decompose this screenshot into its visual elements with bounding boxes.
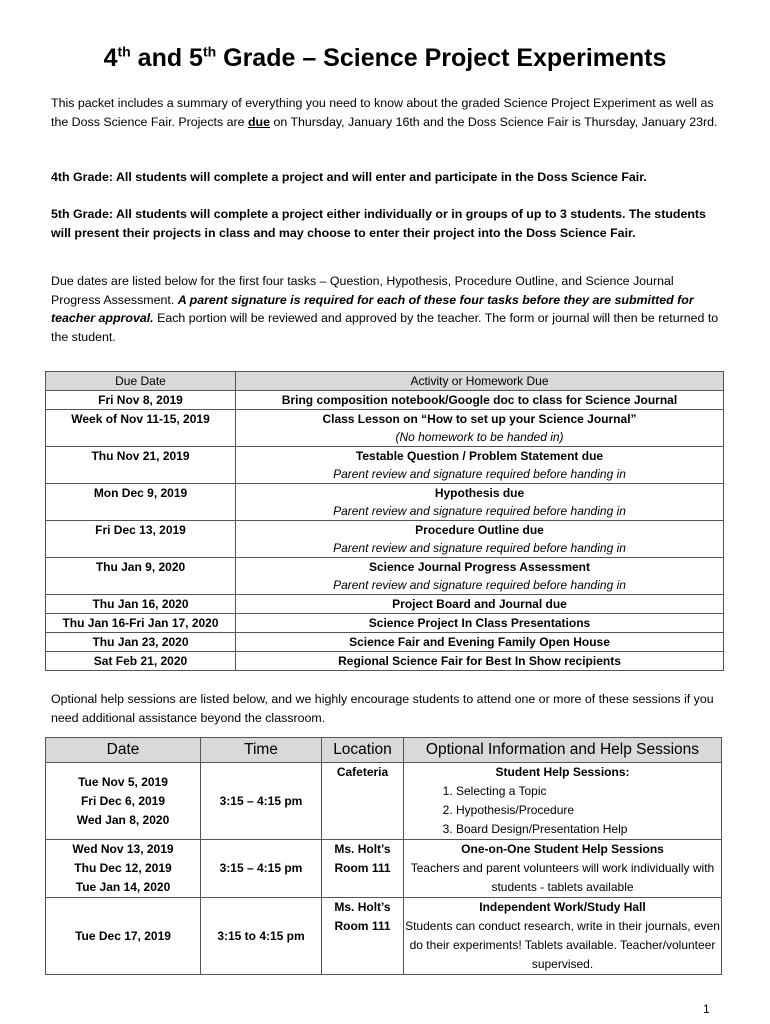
intro-paragraph: This packet includes a summary of everything you need to know about the graded Science Project Experiment as well as the Doss Science Fair. Projects are due on Thursday, January 16th and the Doss Science Fair is Thursday, January 23rd. bbox=[51, 96, 718, 129]
help-info-cell bbox=[404, 840, 722, 898]
activity-text: Class Lesson on “How to set up your Science Journal” bbox=[322, 412, 637, 426]
activity-cell bbox=[236, 595, 724, 614]
optional-help-intro: Optional help sessions are listed below, and we highly encourage students to attend one or more of these sessions if you need additional assistance beyond the classroom. bbox=[51, 692, 714, 725]
activity-text: Science Fair and Evening Family Open House bbox=[349, 635, 610, 649]
activity-text: Regional Science Fair for Best In Show recipients bbox=[338, 654, 621, 668]
page-title bbox=[0, 44, 770, 73]
activity-note: Parent review and signature required before handing in bbox=[333, 578, 626, 592]
column-header-due-date: Due Date bbox=[46, 372, 236, 391]
help-date: Thu Dec 12, 2019 bbox=[74, 861, 172, 875]
due-date-cell: Week of Nov 11-15, 2019 bbox=[46, 410, 236, 447]
table-row bbox=[46, 484, 724, 521]
help-row-student-sessions bbox=[46, 763, 722, 840]
help-sessions-table bbox=[45, 737, 722, 975]
due-date-cell: Fri Nov 8, 2019 bbox=[46, 391, 236, 410]
title-part: 4 bbox=[103, 44, 118, 72]
due-dates-table bbox=[45, 371, 724, 671]
help-dates-cell bbox=[46, 763, 201, 840]
grade5-paragraph: 5th Grade: All students will complete a project either individually or in groups of up to 3 students. The students will present their projects in class and may choose to enter their project into the Doss Science Fair. bbox=[51, 207, 706, 240]
page-number: 1 bbox=[703, 1002, 710, 1016]
due-date-cell: Thu Jan 23, 2020 bbox=[46, 633, 236, 652]
activity-cell bbox=[236, 614, 724, 633]
help-session-description: Teachers and parent volunteers will work individually with students - tablets available bbox=[410, 861, 715, 894]
activity-text: Science Journal Progress Assessment bbox=[369, 560, 590, 574]
activity-cell bbox=[236, 652, 724, 671]
due-dates-body bbox=[46, 391, 724, 671]
table-header-row bbox=[46, 372, 724, 391]
column-header-location: Location bbox=[322, 738, 404, 763]
due-date-cell: Thu Nov 21, 2019 bbox=[46, 447, 236, 484]
help-row-study-hall bbox=[46, 898, 722, 975]
activity-note: (No homework to be handed in) bbox=[395, 430, 564, 444]
help-topic-list bbox=[404, 782, 721, 839]
title-superscript: th bbox=[202, 43, 217, 60]
activity-text: Hypothesis due bbox=[434, 486, 525, 500]
help-session-heading: One-on-One Student Help Sessions bbox=[461, 842, 664, 856]
list-item: 2. Hypothesis/Procedure bbox=[456, 801, 721, 820]
help-info-cell bbox=[404, 763, 722, 840]
table-row bbox=[46, 521, 724, 558]
help-info-cell bbox=[404, 898, 722, 975]
signature-requirement: A parent signature is required for each of these four tasks before they are submitted for teacher approval. bbox=[51, 292, 694, 325]
activity-cell bbox=[236, 447, 724, 484]
title-part: Grade – Science Project Experiments bbox=[216, 44, 667, 72]
activity-text: Testable Question / Problem Statement due bbox=[355, 449, 604, 463]
column-header-activity: Activity or Homework Due bbox=[236, 372, 724, 391]
help-location-cell: Cafeteria bbox=[322, 763, 404, 840]
activity-cell bbox=[236, 633, 724, 652]
activity-text: Bring composition notebook/Google doc to class for Science Journal bbox=[281, 393, 678, 407]
help-date: Fri Dec 6, 2019 bbox=[80, 793, 166, 808]
due-dates-intro: Due dates are listed below for the first four tasks – Question, Hypothesis, Procedure Outline, and Science Journal Progress Assessment. A parent signature is required for each of these four tasks before they are submitted for teacher approval. Each portion will be reviewed and approved by the teacher. The form or journal will then be returned to the student. bbox=[51, 274, 719, 344]
help-session-description: Students can conduct research, write in their journals, even do their experiments! Tablets available. Teacher/volunteer supervised. bbox=[405, 919, 720, 971]
table-header-row bbox=[46, 738, 722, 763]
column-header-optional-info: Optional Information and Help Sessions bbox=[404, 738, 722, 763]
help-date: Tue Dec 17, 2019 bbox=[75, 928, 171, 943]
due-date-cell: Sat Feb 21, 2020 bbox=[46, 652, 236, 671]
column-header-date: Date bbox=[46, 738, 201, 763]
due-date-cell: Thu Jan 16, 2020 bbox=[46, 595, 236, 614]
list-item: 1. Selecting a Topic bbox=[456, 782, 721, 801]
help-location-cell: Ms. Holt’s Room 111 bbox=[322, 840, 404, 898]
due-date-cell: Mon Dec 9, 2019 bbox=[46, 484, 236, 521]
grade4-paragraph: 4th Grade: All students will complete a project and will enter and participate in the Doss Science Fair. bbox=[51, 170, 647, 184]
table-row bbox=[46, 652, 724, 671]
activity-cell bbox=[236, 521, 724, 558]
help-session-heading: Independent Work/Study Hall bbox=[479, 900, 646, 914]
help-time-cell: 3:15 – 4:15 pm bbox=[201, 840, 322, 898]
activity-cell bbox=[236, 410, 724, 447]
activity-note: Parent review and signature required before handing in bbox=[333, 504, 626, 518]
due-date-cell: Fri Dec 13, 2019 bbox=[46, 521, 236, 558]
table-row bbox=[46, 614, 724, 633]
list-item: 3. Board Design/Presentation Help bbox=[456, 820, 721, 839]
help-dates-cell bbox=[46, 898, 201, 975]
column-header-time: Time bbox=[201, 738, 322, 763]
due-date-cell: Thu Jan 16-Fri Jan 17, 2020 bbox=[46, 614, 236, 633]
due-date-cell: Thu Jan 9, 2020 bbox=[46, 558, 236, 595]
help-time-cell: 3:15 to 4:15 pm bbox=[201, 898, 322, 975]
activity-text: Project Board and Journal due bbox=[392, 597, 567, 611]
title-superscript: th bbox=[117, 43, 131, 60]
help-date: Wed Nov 13, 2019 bbox=[72, 842, 174, 856]
help-date: Wed Jan 8, 2020 bbox=[76, 812, 170, 827]
help-date: Tue Jan 14, 2020 bbox=[75, 880, 171, 894]
due-emphasis: due bbox=[247, 114, 270, 129]
help-date: Tue Nov 5, 2019 bbox=[78, 774, 168, 789]
table-row bbox=[46, 447, 724, 484]
activity-cell bbox=[236, 391, 724, 410]
table-row bbox=[46, 410, 724, 447]
help-location-cell: Ms. Holt’s Room 111 bbox=[322, 898, 404, 975]
help-dates-cell bbox=[46, 840, 201, 898]
table-row bbox=[46, 558, 724, 595]
table-row bbox=[46, 595, 724, 614]
activity-note: Parent review and signature required before handing in bbox=[333, 541, 626, 555]
help-row-one-on-one bbox=[46, 840, 722, 898]
table-row bbox=[46, 633, 724, 652]
title-part: and 5 bbox=[130, 44, 203, 72]
activity-text: Procedure Outline due bbox=[415, 523, 544, 537]
table-row bbox=[46, 391, 724, 410]
activity-cell bbox=[236, 558, 724, 595]
help-session-heading: Student Help Sessions: bbox=[495, 765, 630, 779]
help-time-cell: 3:15 – 4:15 pm bbox=[201, 763, 322, 840]
activity-note: Parent review and signature required before handing in bbox=[333, 467, 626, 481]
activity-cell bbox=[236, 484, 724, 521]
activity-text: Science Project In Class Presentations bbox=[368, 616, 591, 630]
